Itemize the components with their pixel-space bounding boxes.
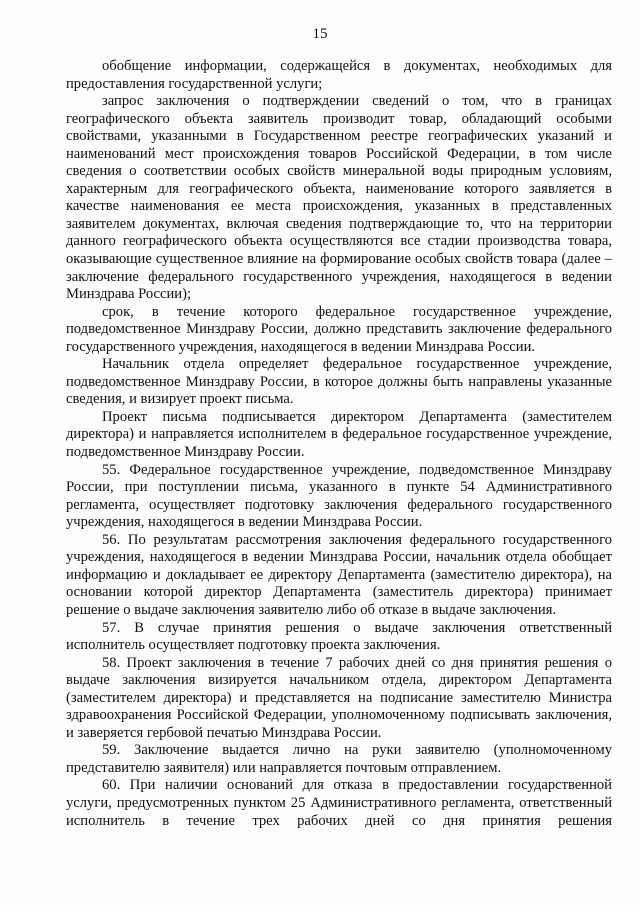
paragraph-deadline: срок, в течение которого федеральное государственное учреждение, подведомственное Минздраву России, должно представить заключение федерального государственного учреждения, находящегося в ведении Минздрава России. bbox=[66, 303, 612, 355]
paragraph-letter-draft: Проект письма подписывается директором Департамента (заместителем директора) и направляется исполнителем в федеральное государственное учреждение, подведомственное Минздраву России. bbox=[66, 408, 612, 461]
paragraph-56: 56. По результатам рассмотрения заключения федерального государственного учреждения, находящегося в ведении Минздрава России, начальник отдела обобщает информацию и докладывает ее директору Департамента (заместителю директора), на основании которой директор Департамента (заместитель директора) принимает решение о выдаче заключения заявителю либо об отказе в выдаче заключения. bbox=[66, 531, 612, 618]
paragraph-55: 55. Федеральное государственное учреждение, подведомственное Минздраву России, при поступлении письма, указанного в пункте 54 Административного регламента, осуществляет подготовку заключения федерального государственного учреждения, находящегося в ведении Минздрава России. bbox=[66, 461, 612, 531]
paragraph-58: 58. Проект заключения в течение 7 рабочих дней со дня принятия решения о выдаче заключения визируется начальником отдела, директором Департамента (заместителем директора) и представляется на подписание заместителю Министра здравоохранения Российской Федерации, уполномоченному подписывать заключения, и заверяется гербовой печатью Минздрава России. bbox=[66, 654, 612, 741]
page-number: 15 bbox=[312, 26, 328, 42]
paragraph-summary: обобщение информации, содержащейся в документах, необходимых для предоставления государственной услуги; bbox=[66, 58, 612, 92]
paragraph-59: 59. Заключение выдается лично на руки заявителю (уполномоченному представителю заявителя) или направляется почтовым отправлением. bbox=[66, 742, 612, 776]
paragraph-60: 60. При наличии оснований для отказа в предоставлении государственной услуги, предусмотренных пунктом 25 Административного регламента, ответственный исполнитель в течение трех рабочих дней со дня принятия решения bbox=[66, 777, 612, 829]
paragraph-department-head: Начальник отдела определяет федеральное государственное учреждение, подведомственное Минздраву России, в которое должны быть направлены указанные сведения, и визирует проект письма. bbox=[66, 356, 612, 408]
paragraph-conclusion-request: запрос заключения о подтверждении сведений о том, что в границах географического объекта заявитель производит товар, обладающий особыми свойствами, указанными в Государственном реестре географических указаний и наименований мест происхождения товаров Российской Федерации, в том числе сведения о соответствии особых свойств минеральной воды природным условиям, характерным для географического объекта, наименование которого заявляется в качестве наименования ее места происхождения, указанных в представленных заявителем документах, включая сведения подтверждающие то, что на территории данного географического объекта осуществляются все стадии производства товара, оказывающие существенное влияние на формирование особых свойств товара (далее – заключение федерального государственного учреждения, находящегося в ведении Минздрава России); bbox=[66, 93, 612, 303]
document-body bbox=[66, 58, 612, 830]
paragraph-57: 57. В случае принятия решения о выдаче заключения ответственный исполнитель осуществляет подготовку проекта заключения. bbox=[66, 619, 612, 654]
